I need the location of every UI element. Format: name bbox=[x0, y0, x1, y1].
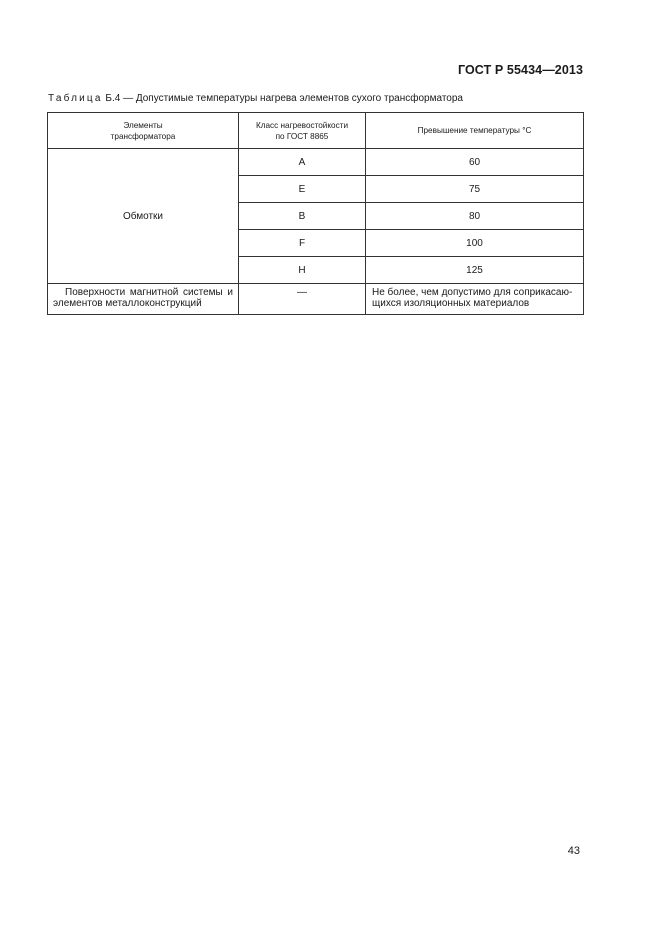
class-cell: В bbox=[239, 203, 366, 230]
table-row bbox=[48, 149, 584, 176]
surface-element-cell: Поверхности магнитной системы и элементов металлоконструкций bbox=[48, 284, 239, 315]
header-elements-line2: трансформатора bbox=[110, 131, 176, 141]
surface-note-line2: щихся изоляционных материалов bbox=[372, 298, 530, 309]
header-elements-line1: Элементы bbox=[123, 120, 163, 130]
page-number: 43 bbox=[567, 845, 580, 857]
table-caption bbox=[48, 93, 463, 104]
class-cell: Н bbox=[239, 257, 366, 284]
header-class bbox=[239, 113, 366, 149]
document-code: ГОСТ Р 55434—2013 bbox=[457, 63, 583, 77]
table-header-row bbox=[48, 113, 584, 149]
table-row-surface bbox=[48, 284, 584, 315]
header-class-line2: по ГОСТ 8865 bbox=[275, 131, 329, 141]
temp-cell: 60 bbox=[366, 149, 584, 176]
header-class-line1: Класс нагревостойкости bbox=[255, 120, 349, 130]
temperature-table bbox=[47, 112, 584, 315]
surface-note-cell bbox=[366, 284, 584, 315]
header-temp: Превышение температуры °C bbox=[366, 113, 584, 149]
class-cell: А bbox=[239, 149, 366, 176]
header-elements bbox=[48, 113, 239, 149]
surface-class-cell: — bbox=[239, 284, 366, 315]
temp-cell: 80 bbox=[366, 203, 584, 230]
class-cell: Е bbox=[239, 176, 366, 203]
windings-cell: Обмотки bbox=[48, 149, 239, 284]
table-caption-text: Б.4 — Допустимые температуры нагрева элементов сухого трансформатора bbox=[102, 93, 463, 104]
temp-cell: 75 bbox=[366, 176, 584, 203]
temp-cell: 125 bbox=[366, 257, 584, 284]
temp-cell: 100 bbox=[366, 230, 584, 257]
surface-note-line1: Не более, чем допустимо для соприкасаю- bbox=[372, 287, 573, 298]
table-caption-label: Таблица bbox=[48, 93, 103, 104]
class-cell: F bbox=[239, 230, 366, 257]
